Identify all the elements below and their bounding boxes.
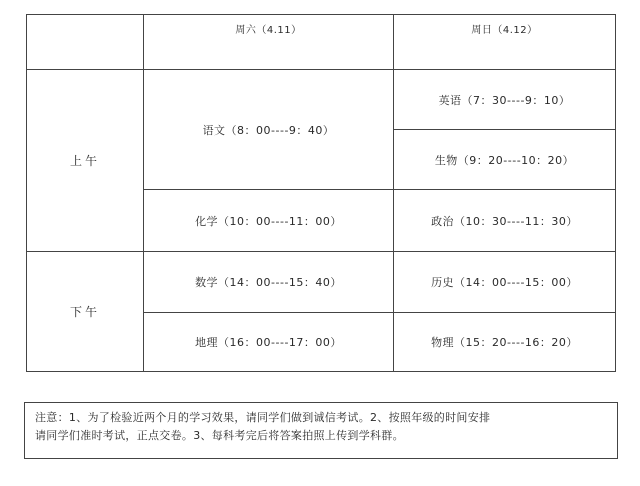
- sun-morning-politics: 政治（10：30----11：30）: [393, 189, 616, 252]
- sun-morning-english: 英语（7：30----9：10）: [393, 69, 616, 130]
- period-afternoon: 下午: [26, 251, 144, 372]
- exam-notice-box: [24, 402, 618, 459]
- period-morning: 上午: [26, 69, 144, 252]
- notice-line-2: 请同学们准时考试，正点交卷。3、每科考完后将答案拍照上传到学科群。: [35, 429, 404, 442]
- header-corner: [26, 14, 144, 70]
- sun-afternoon-history: 历史（14：00----15：00）: [393, 251, 616, 313]
- notice-line-1: 注意：1、为了检验近两个月的学习效果，请同学们做到诚信考试。2、按照年级的时间安排: [35, 411, 491, 424]
- sun-afternoon-physics: 物理（15：20----16：20）: [393, 312, 616, 372]
- sat-afternoon-geography: 地理（16：00----17：00）: [143, 312, 394, 372]
- sat-afternoon-math: 数学（14：00----15：40）: [143, 251, 394, 313]
- sun-morning-biology: 生物（9：20----10：20）: [393, 129, 616, 190]
- sat-morning-chinese: 语文（8：00----9：40）: [143, 69, 394, 190]
- sat-morning-chemistry: 化学（10：00----11：00）: [143, 189, 394, 252]
- header-sunday: 周日（4.12）: [393, 14, 616, 70]
- header-saturday: 周六（4.11）: [143, 14, 394, 70]
